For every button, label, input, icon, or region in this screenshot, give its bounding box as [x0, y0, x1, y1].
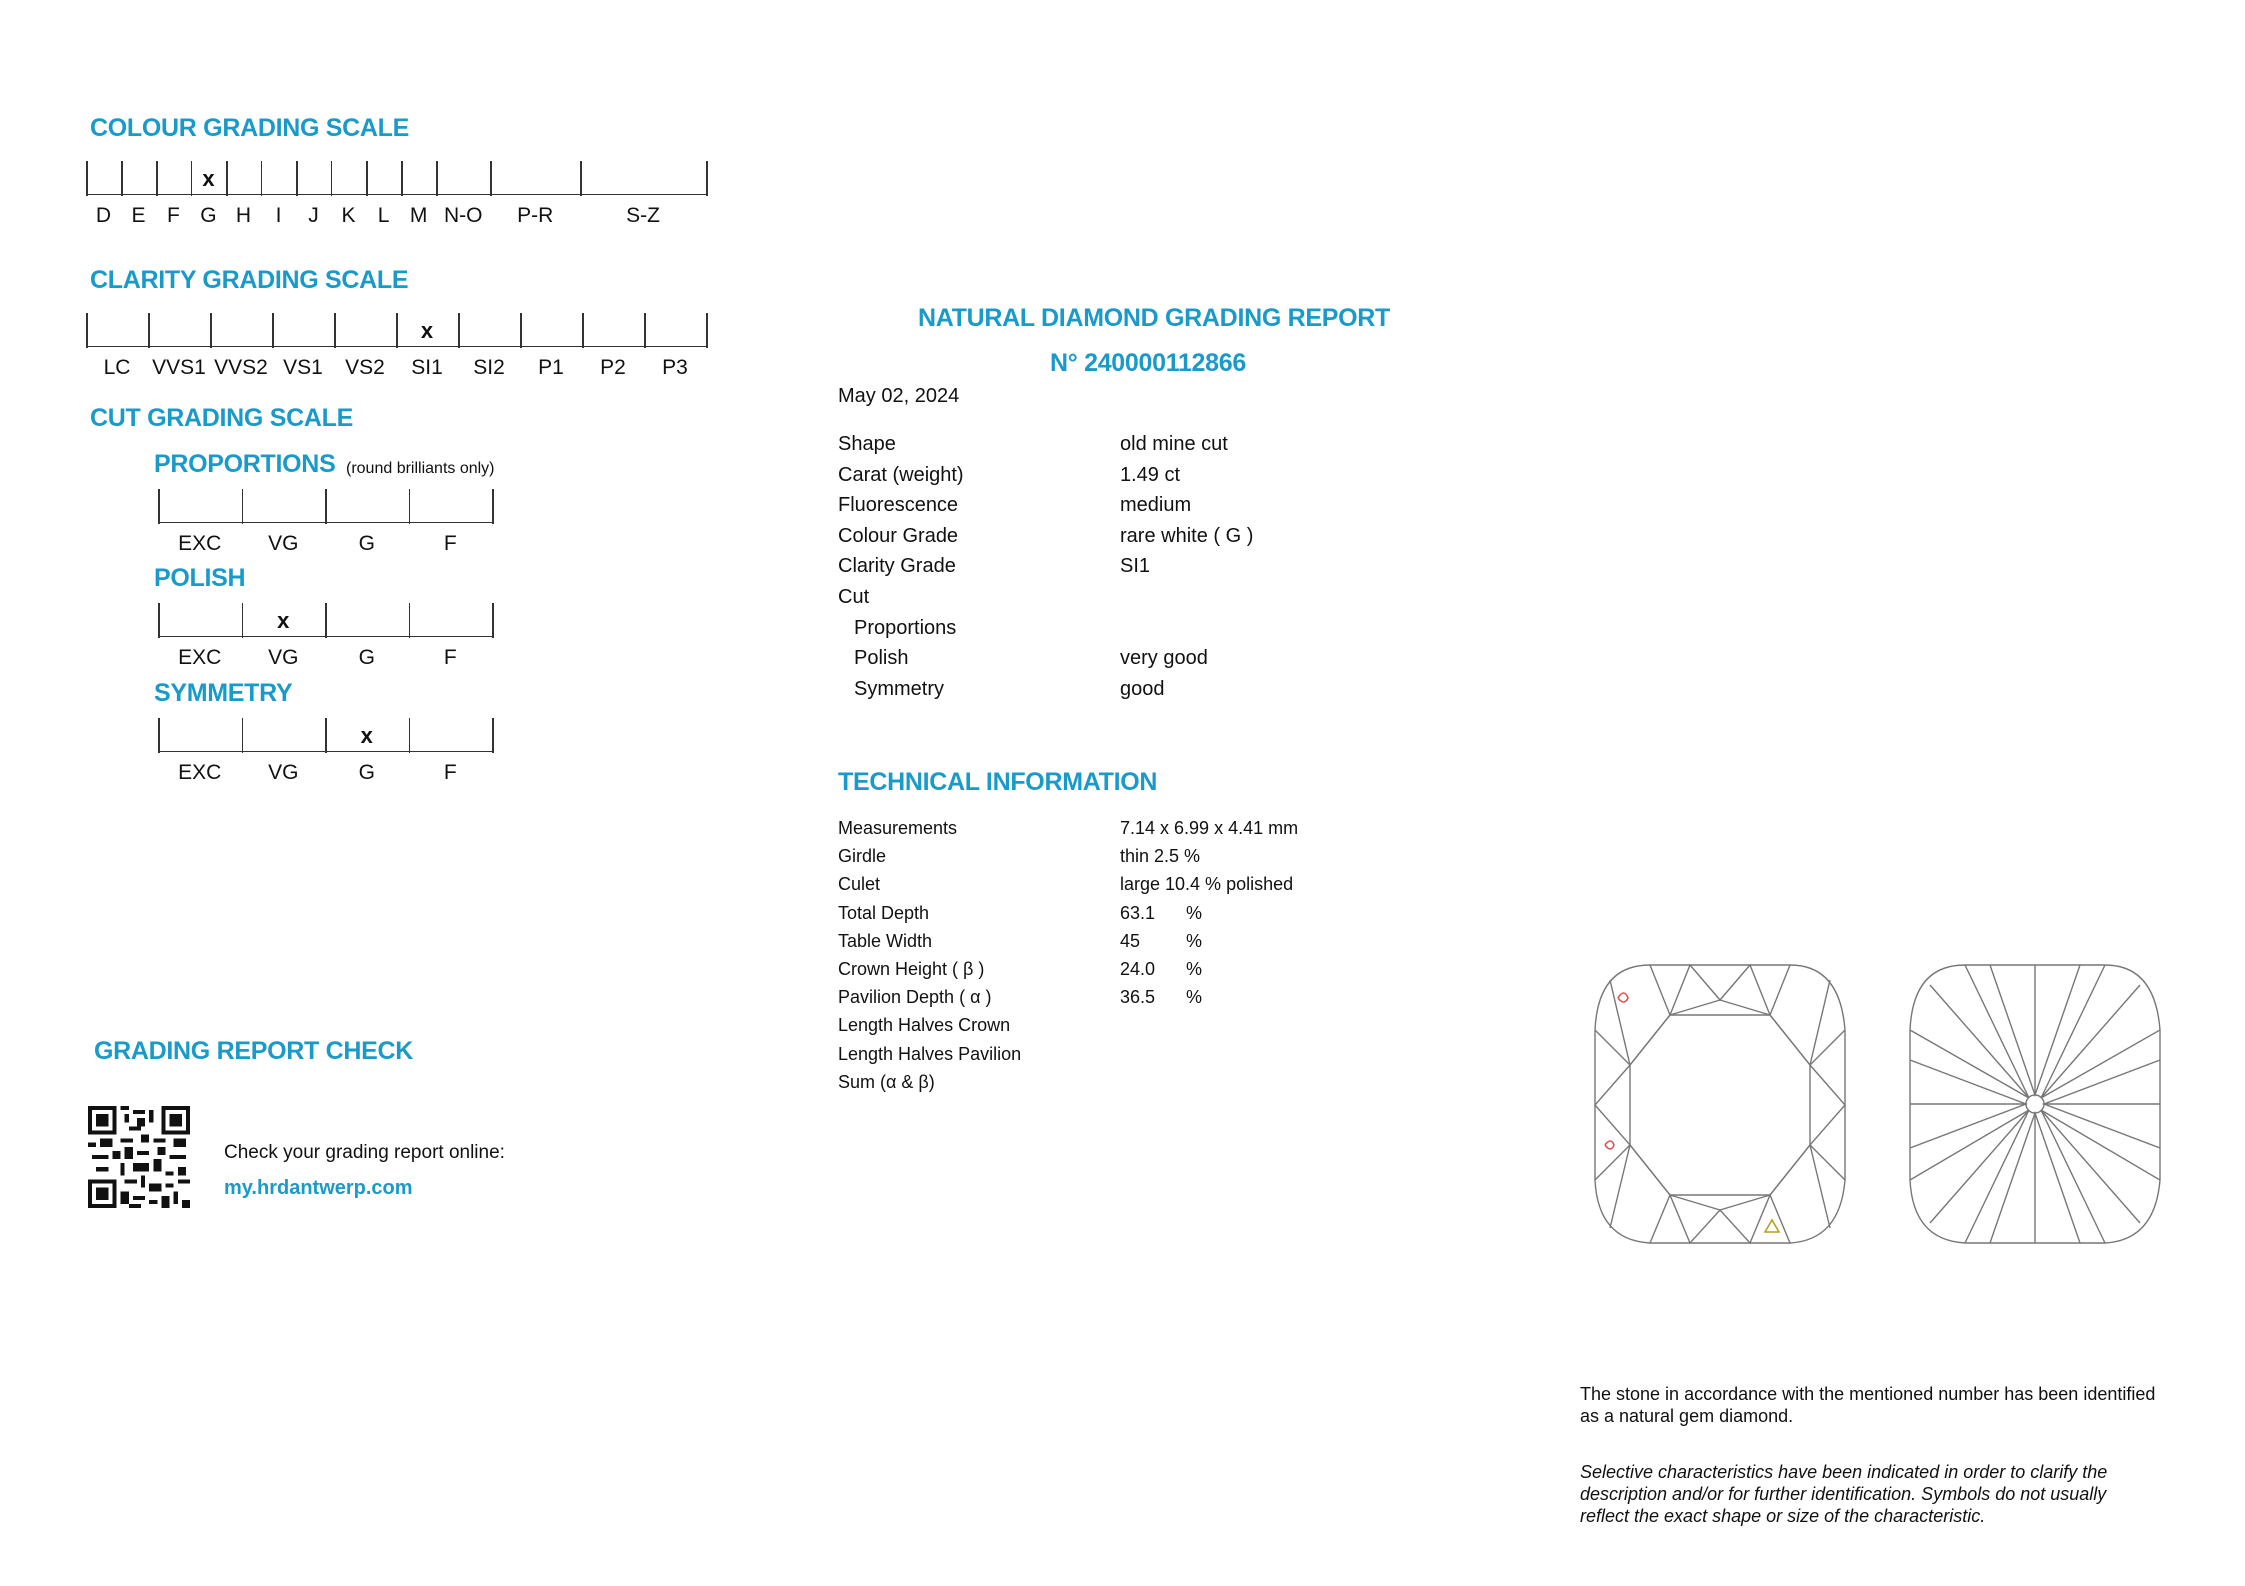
scale-tick — [121, 161, 123, 196]
scale-selected-mark: x — [202, 166, 215, 191]
scale-tick — [325, 603, 327, 638]
report-row-label: Cut — [838, 586, 870, 608]
technical-row-value: 24.0 — [1120, 959, 1156, 979]
scale-label-p3: P3 — [662, 356, 688, 379]
scale-selected-mark: x — [420, 318, 434, 343]
inclusion-mark-yellow — [1765, 1220, 1779, 1232]
report-row-label: Fluorescence — [838, 494, 959, 517]
technical-row-value: large 10.4 % polished — [1120, 874, 1294, 895]
report-number: N° 240000112866 — [1050, 349, 1246, 377]
check-title: GRADING REPORT CHECK — [94, 1037, 414, 1065]
scale-label-f: F — [443, 646, 457, 669]
technical-row-label: Girdle — [838, 846, 887, 867]
report-row-value: medium — [1120, 494, 1192, 517]
technical-row-unit: % — [1186, 987, 1203, 1008]
technical-row-label: Length Halves Pavilion — [838, 1043, 1022, 1064]
scale-tick — [706, 161, 708, 196]
scale-label-p2: P2 — [600, 356, 626, 379]
natural-diamond-statement: The stone in accordance with the mentioned number has been identified as a natural gem diamond. — [1580, 1384, 2156, 1426]
scale-tick — [242, 603, 244, 638]
scale-tick — [331, 161, 333, 196]
scale-tick — [409, 603, 411, 638]
scale-tick — [86, 161, 88, 196]
scale-tick — [492, 489, 494, 524]
scale-tick — [242, 718, 244, 753]
report-date: May 02, 2024 — [838, 385, 960, 407]
scale-tick — [706, 313, 708, 348]
scale-tick — [296, 161, 298, 196]
scale-tick — [210, 313, 212, 348]
scale-label-g: G — [358, 532, 375, 555]
scale-label-si1: SI1 — [411, 356, 443, 379]
scale-label-p1: P1 — [538, 356, 564, 379]
scale-label-vvs2: VVS2 — [214, 356, 268, 379]
scale-tick — [409, 718, 411, 753]
scale-tick — [158, 603, 160, 638]
scale-label-vs1: VS1 — [283, 356, 323, 379]
technical-row-label: Culet — [838, 874, 881, 895]
report-row-label: Clarity Grade — [838, 555, 956, 578]
technical-row-value: 36.5 — [1120, 987, 1156, 1008]
technical-row-label: Measurements — [838, 818, 958, 838]
check-url-link[interactable]: my.hrdantwerp.com — [224, 1177, 413, 1199]
scale-tick — [436, 161, 438, 196]
scale-tick — [242, 489, 244, 524]
scale-label-d: D — [95, 204, 112, 227]
scale-tick — [148, 313, 150, 348]
scale-tick — [458, 313, 460, 348]
scale-tick — [401, 161, 403, 196]
proportions-title: PROPORTIONS — [154, 450, 336, 478]
scale-tick — [644, 313, 646, 348]
colour-scale-title: COLOUR GRADING SCALE — [90, 114, 410, 142]
crown-plot-diagram — [1590, 960, 1850, 1250]
scale-tick — [580, 161, 582, 196]
clarity-scale-title: CLARITY GRADING SCALE — [90, 266, 409, 294]
symmetry-title: SYMMETRY — [154, 679, 293, 707]
technical-row-unit: % — [1186, 959, 1203, 979]
scale-tick — [86, 313, 88, 348]
scale-tick — [582, 313, 584, 348]
scale-baseline — [86, 161, 706, 195]
technical-row-label: Total Depth — [838, 902, 930, 923]
scale-tick — [158, 718, 160, 753]
scale-tick — [261, 161, 263, 196]
report-row-value: 1.49 ct — [1120, 463, 1181, 486]
scale-label-vg: VG — [268, 646, 299, 669]
scale-tick — [334, 313, 336, 348]
scale-label-lc: LC — [103, 356, 131, 379]
scale-label-k: K — [341, 204, 356, 227]
technical-row-label: Sum (α & β) — [838, 1071, 935, 1092]
scale-label-j: J — [308, 204, 319, 227]
scale-label-g: G — [200, 204, 217, 227]
inclusion-mark-red-2 — [1605, 1141, 1614, 1149]
symmetry-scale — [158, 718, 492, 788]
report-row-value: SI1 — [1120, 555, 1151, 578]
proportions-note: (round brilliants only) — [346, 460, 495, 477]
scale-label-l: L — [377, 204, 390, 227]
scale-label-exc: EXC — [178, 646, 222, 669]
scale-label-vs2: VS2 — [345, 356, 385, 379]
scale-label-g: G — [358, 761, 375, 784]
report-row-value: rare white ( G ) — [1120, 524, 1254, 547]
colour-grading-scale — [86, 161, 706, 231]
scale-tick — [396, 313, 398, 348]
technical-row-unit: % — [1186, 930, 1203, 951]
inclusion-mark-red-1 — [1618, 993, 1628, 1002]
technical-row-label: Table Width — [838, 930, 933, 951]
scale-tick — [492, 718, 494, 753]
scale-selected-mark: x — [277, 608, 290, 633]
scale-tick — [325, 489, 327, 524]
scale-label-exc: EXC — [178, 761, 222, 784]
technical-row-unit: % — [1186, 902, 1203, 923]
report-row-value: good — [1120, 677, 1165, 700]
scale-label-i: I — [275, 204, 282, 227]
report-row-value: old mine cut — [1120, 433, 1228, 455]
technical-row-label: Crown Height ( β ) — [838, 959, 985, 979]
scale-tick — [492, 603, 494, 638]
scale-label-g: G — [358, 646, 375, 669]
technical-row-value: thin 2.5 % — [1120, 846, 1201, 867]
report-row-label: Proportions — [854, 616, 957, 639]
report-row-label: Colour Grade — [838, 524, 959, 547]
report-row-label: Symmetry — [854, 677, 944, 700]
polish-scale — [158, 603, 492, 673]
report-row-label: Polish — [854, 647, 909, 670]
check-text: Check your grading report online: — [224, 1142, 505, 1163]
report-row-label: Carat (weight) — [838, 463, 964, 486]
scale-label-vg: VG — [268, 532, 299, 555]
scale-selected-mark: x — [360, 723, 373, 748]
scale-label-f: F — [443, 532, 457, 555]
scale-label-s-z: S-Z — [626, 204, 660, 227]
scale-tick — [191, 161, 193, 196]
scale-label-vvs1: VVS1 — [152, 356, 206, 379]
scale-tick — [272, 313, 274, 348]
scale-label-f: F — [443, 761, 457, 784]
scale-tick — [156, 161, 158, 196]
report-row-label: Shape — [838, 433, 896, 455]
pavilion-plot-diagram — [1905, 960, 2165, 1250]
scale-tick — [366, 161, 368, 196]
technical-row-value: 7.14 x 6.99 x 4.41 mm — [1120, 818, 1299, 838]
scale-tick — [158, 489, 160, 524]
scale-label-vg: VG — [268, 761, 299, 784]
report-row-value: very good — [1120, 647, 1208, 670]
scale-tick — [490, 161, 492, 196]
scale-label-m: M — [409, 204, 428, 227]
technical-row-label: Length Halves Crown — [838, 1015, 1011, 1036]
characteristics-note: Selective characteristics have been indicated in order to clarify the description and/or for further identification. Symbols do not usually reflect the exact shape or size of the characteristic. — [1580, 1462, 2108, 1526]
scale-label-si2: SI2 — [473, 356, 505, 379]
scale-tick — [520, 313, 522, 348]
clarity-grading-scale — [86, 313, 706, 383]
scale-label-f: F — [166, 204, 180, 227]
scale-tick — [226, 161, 228, 196]
technical-title: TECHNICAL INFORMATION — [838, 768, 1158, 796]
proportions-scale — [158, 489, 492, 559]
scale-tick — [325, 718, 327, 753]
scale-label-p-r: P-R — [517, 204, 554, 227]
scale-label-h: H — [235, 204, 252, 227]
scale-tick — [409, 489, 411, 524]
polish-title: POLISH — [154, 564, 246, 592]
scale-label-n-o: N-O — [444, 204, 483, 227]
report-title: NATURAL DIAMOND GRADING REPORT — [918, 304, 1391, 332]
scale-label-e: E — [131, 204, 146, 227]
technical-row-value: 63.1 — [1120, 902, 1156, 923]
scale-label-exc: EXC — [178, 532, 222, 555]
technical-row-value: 45 — [1120, 930, 1141, 951]
qr-code-icon[interactable] — [88, 1106, 190, 1208]
cut-scale-title: CUT GRADING SCALE — [90, 404, 353, 432]
technical-row-label: Pavilion Depth ( α ) — [838, 987, 992, 1008]
